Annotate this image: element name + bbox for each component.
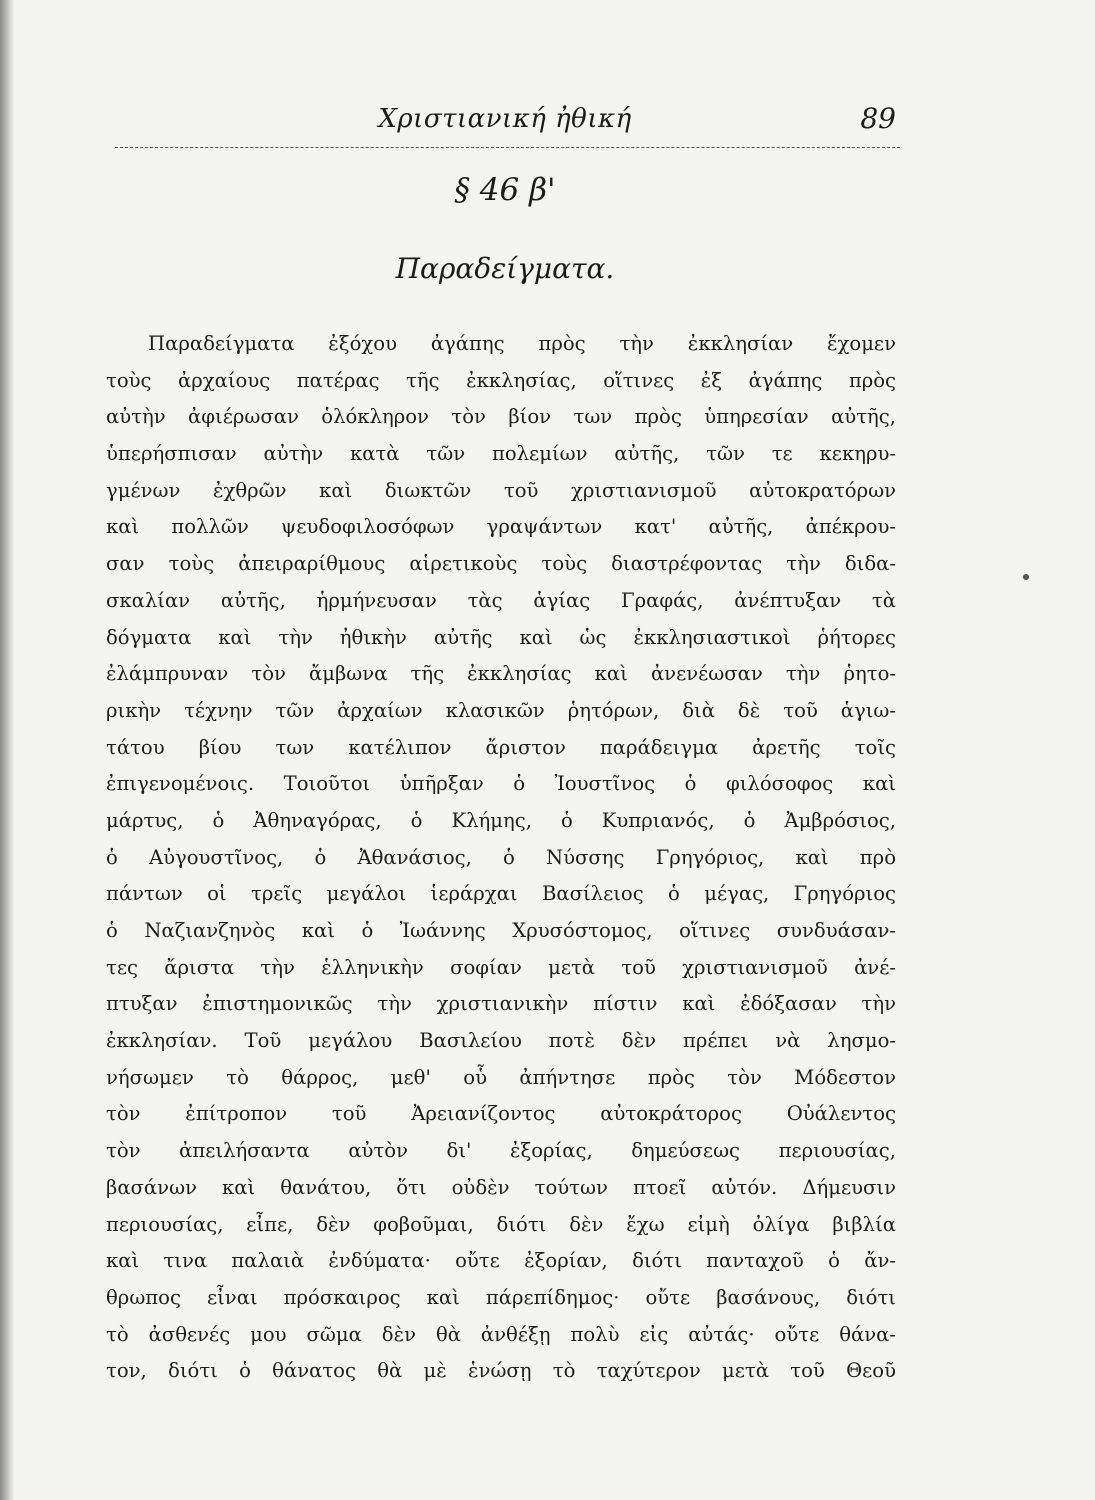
page-spine-shadow [0, 0, 14, 1500]
text-line: ρικὴν τέχνην τῶν ἀρχαίων κλασικῶν ῥητόρων, διὰ δὲ τοῦ ἁγιω- [106, 698, 896, 722]
text-line: βασάνων καὶ θανάτου, ὅτι οὐδὲν τούτων πτοεῖ αὐτόν. Δήμευσιν [106, 1175, 896, 1199]
text-line: ὁ Αὐγουστῖνος, ὁ Ἀθανάσιος, ὁ Νύσσης Γρηγόριος, καὶ πρὸ [106, 845, 896, 869]
running-title: Χριστιανική ἠθική [378, 104, 632, 134]
text-line: Παραδείγματα ἐξόχου ἀγάπης πρὸς τὴν ἐκκλησίαν ἔχομεν [148, 332, 896, 355]
text-line: καὶ πολλῶν ψευδοφιλοσόφων γραψάντων κατ' αὐτῆς, ἀπέκρου- [106, 515, 896, 539]
body-text [106, 326, 896, 1390]
text-line: πτυξαν ἐπιστημονικῶς τὴν χριστιανικὴν πίστιν καὶ ἐδόξασαν τὴν [106, 992, 896, 1016]
text-line: τες ἄριστα τὴν ἑλληνικὴν σοφίαν μετὰ τοῦ χριστιανισμοῦ ἀνέ- [106, 955, 896, 979]
section-title: Παραδείγματα. [395, 252, 615, 285]
text-line: τοὺς ἀρχαίους πατέρας τῆς ἐκκλησίας, οἵτινες ἐξ ἀγάπης πρὸς [106, 368, 896, 392]
text-line: τὸν ἐπίτροπον τοῦ Ἀρειανίζοντος αὐτοκράτορος Οὐάλεντος [106, 1102, 896, 1126]
text-line: θρωπος εἶναι πρόσκαιρος καὶ πάρεπίδημος· οὔτε βασάνους, διότι [106, 1285, 896, 1309]
text-line: περιουσίας, εἶπε, δὲν φοβοῦμαι, διότι δὲν ἔχω εἰμὴ ὀλίγα βιβλία [106, 1212, 896, 1236]
print-speck [1023, 574, 1029, 580]
text-line: δόγματα καὶ τὴν ἠθικὴν αὐτῆς καὶ ὡς ἐκκλησιαστικοὶ ῥήτορες [106, 625, 896, 649]
text-line: ὁ Ναζιανζηνὸς καὶ ὁ Ἰωάννης Χρυσόστομος, οἵτινες συνδυάσαν- [106, 919, 896, 942]
text-line: πάντων οἱ τρεῖς μεγάλοι ἱεράρχαι Βασίλειος ὁ μέγας, Γρηγόριος [106, 882, 896, 906]
text-line: ἐπιγενομένοις. Τοιοῦτοι ὑπῆρξαν ὁ Ἰουστῖνος ὁ φιλόσοφος καὶ [106, 772, 896, 796]
text-line: τὸν ἀπειλήσαντα αὐτὸν δι' ἐξορίας, δημεύσεως περιουσίας, [106, 1139, 896, 1163]
text-line: σκαλίαν αὐτῆς, ἡρμήνευσαν τὰς ἁγίας Γραφάς, ἀνέπτυξαν τὰ [106, 588, 896, 612]
page-header [110, 104, 900, 144]
page-number: 89 [860, 102, 896, 135]
text-line: ἐλάμπρυναν τὸν ἄμβωνα τῆς ἐκκλησίας καὶ ἀνενέωσαν τὴν ῥητο- [106, 662, 896, 686]
text-line: γμένων ἐχθρῶν καὶ διωκτῶν τοῦ χριστιανισμοῦ αὐτοκρατόρων [106, 478, 896, 502]
header-rule [115, 147, 900, 148]
text-line: τὸ ἀσθενές μου σῶμα δὲν θὰ ἀνθέξῃ πολὺ εἰς αὐτάς· οὔτε θάνα- [106, 1322, 896, 1346]
text-line: ὑπερήσπισαν αὐτὴν κατὰ τῶν πολεμίων αὐτῆς, τῶν τε κεκηρυ- [106, 442, 896, 466]
text-line: μάρτυς, ὁ Ἀθηναγόρας, ὁ Κλήμης, ὁ Κυπριανός, ὁ Ἀμβρόσιος, [106, 808, 896, 832]
text-line: σαν τοὺς ἀπειραρίθμους αἱρετικοὺς τοὺς διαστρέφοντας τὴν διδα- [106, 552, 896, 576]
text-line: καὶ τινα παλαιὰ ἐνδύματα· οὔτε ἐξορίαν, διότι πανταχοῦ ὁ ἄν- [106, 1249, 896, 1273]
text-line: νήσωμεν τὸ θάρρος, μεθ' οὗ ἀπήντησε πρὸς τὸν Μόδεστον [106, 1065, 896, 1089]
section-number: § 46 β' [454, 172, 556, 208]
text-line: αὐτὴν ἀφιέρωσαν ὁλόκληρον τὸν βίον των πρὸς ὑπηρεσίαν αὐτῆς, [106, 405, 896, 429]
text-line: τον, διότι ὁ θάνατος θὰ μὲ ἑνώσῃ τὸ ταχύτερον μετὰ τοῦ Θεοῦ [106, 1359, 896, 1383]
text-line: ἐκκλησίαν. Τοῦ μεγάλου Βασιλείου ποτὲ δὲν πρέπει νὰ λησμο- [106, 1029, 896, 1053]
text-line: τάτου βίου των κατέλιπον ἄριστον παράδειγμα ἀρετῆς τοῖς [106, 735, 896, 759]
